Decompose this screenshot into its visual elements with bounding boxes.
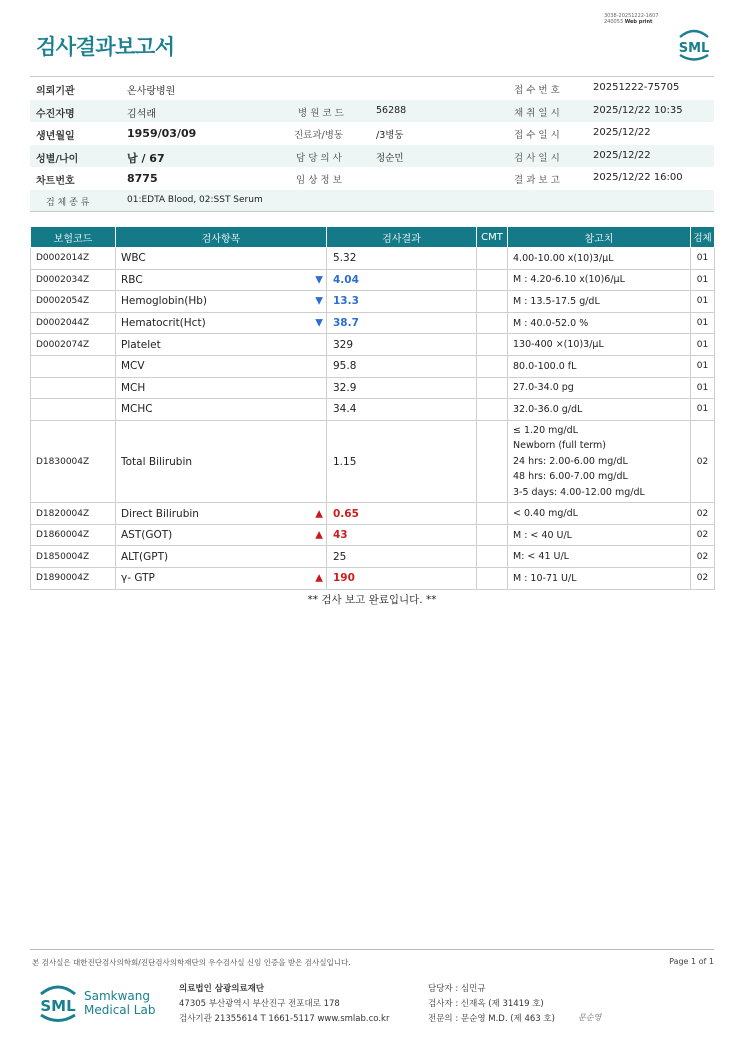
label-collection-datetime: 채 취 일 시 <box>514 107 560 119</box>
specimen-cell: 02 <box>691 546 715 568</box>
reference-cell <box>508 248 691 270</box>
insurance-code-cell <box>31 355 116 377</box>
sml-footer-logo <box>36 980 80 1026</box>
cmt-cell <box>477 269 508 291</box>
test-result-cell: 34.4 <box>327 399 477 421</box>
svg-text:SML: SML <box>40 997 76 1015</box>
patient-info <box>30 76 714 212</box>
col-test-result: 검사결과 <box>327 227 477 248</box>
test-item-cell <box>116 334 327 356</box>
value-receipt-number: 20251222-75705 <box>593 82 680 93</box>
reference-line: ≤ 1.20 mg/dL <box>513 424 578 436</box>
test-item-name: MCV <box>121 360 145 373</box>
insurance-code-cell: D0002074Z <box>31 334 116 356</box>
reference-cell <box>508 524 691 546</box>
test-result-cell: 1.15 <box>327 420 477 503</box>
specimen-cell: 01 <box>691 269 715 291</box>
reference-line: 80.0-100.0 fL <box>513 360 577 372</box>
specimen-cell: 02 <box>691 420 715 503</box>
value-birth-date: 1959/03/09 <box>127 127 197 140</box>
reference-cell <box>508 291 691 313</box>
label-patient-name: 수진자명 <box>36 108 75 120</box>
cmt-cell <box>477 399 508 421</box>
cmt-cell <box>477 312 508 334</box>
insurance-code-cell: D1830004Z <box>31 420 116 503</box>
test-item-cell <box>116 312 327 334</box>
reference-line: 130-400 ×(10)3/μL <box>513 339 604 351</box>
test-item-name: Hematocrit(Hct) <box>121 317 206 330</box>
test-result-cell: 0.65 <box>327 503 477 525</box>
reference-line: M : 10-71 U/L <box>513 572 577 584</box>
test-item-name: Hemoglobin(Hb) <box>121 295 208 308</box>
lab-contact: 검사기관 21355614 T 1661-5117 www.smlab.co.kr <box>179 1014 390 1024</box>
reference-cell <box>508 399 691 421</box>
cmt-cell <box>477 291 508 313</box>
table-row <box>31 355 715 377</box>
test-item-name: Platelet <box>121 338 161 351</box>
label-requesting-institution: 의뢰기관 <box>36 86 75 97</box>
info-row <box>30 167 714 190</box>
table-row <box>31 312 715 334</box>
test-item-cell <box>116 269 327 291</box>
reference-line: 4.00-10.00 x(10)3/μL <box>513 252 614 264</box>
reference-line: M: < 41 U/L <box>513 551 569 563</box>
value-requesting-institution: 온사랑병원 <box>127 86 176 97</box>
test-result-cell: 5.32 <box>327 248 477 270</box>
value-receipt-datetime: 2025/12/22 <box>593 127 651 138</box>
reference-line: M : 13.5-17.5 g/dL <box>513 295 600 307</box>
cmt-cell <box>477 568 508 590</box>
insurance-code-cell: D1890004Z <box>31 568 116 590</box>
test-item-name: ALT(GPT) <box>121 550 169 563</box>
high-flag-icon: ▲ <box>315 572 323 584</box>
specimen-cell: 01 <box>691 399 715 421</box>
insurance-code-cell: D0002054Z <box>31 291 116 313</box>
sml-logo <box>674 26 714 62</box>
test-item-name: MCH <box>121 381 146 394</box>
specialist-signature: 문순영 <box>578 1013 602 1022</box>
lab-name-line1: Samkwang <box>84 989 150 1003</box>
table-row <box>31 248 715 270</box>
value-hospital-code: 56288 <box>376 104 407 116</box>
value-department-ward: /3병동 <box>376 130 404 141</box>
cmt-cell <box>477 503 508 525</box>
completion-note: ** 검사 보고 완료입니다. ** <box>307 594 437 606</box>
specimen-cell: 02 <box>691 568 715 590</box>
accreditation-note: 본 검사실은 대한진단검사의학회/진단검사의학재단의 우수검사실 신임 인증을 받은 검사실입니다. <box>32 958 351 967</box>
staff-specialist: 전문의 : 문순영 M.D. (제 463 호) <box>428 1014 555 1024</box>
print-meta-code: 240053 <box>604 19 624 25</box>
info-row <box>30 190 714 213</box>
label-test-datetime: 검 사 일 시 <box>514 152 560 164</box>
reference-cell <box>508 420 691 503</box>
test-result-cell: 190 <box>327 568 477 590</box>
table-row <box>31 503 715 525</box>
test-result-cell: 13.3 <box>327 291 477 313</box>
test-item-cell <box>116 546 327 568</box>
insurance-code-cell <box>31 377 116 399</box>
table-row <box>31 377 715 399</box>
reference-line: 48 hrs: 6.00-7.00 mg/dL <box>513 471 628 483</box>
low-flag-icon: ▼ <box>315 295 323 307</box>
reference-line: M : 4.20-6.10 x(10)6/μL <box>513 274 625 286</box>
info-row <box>30 77 714 100</box>
reference-line: < 0.40 mg/dL <box>513 508 578 520</box>
test-item-name: WBC <box>121 252 146 265</box>
value-specimen-type: 01:EDTA Blood, 02:SST Serum <box>127 194 263 205</box>
insurance-code-cell: D0002014Z <box>31 248 116 270</box>
reference-cell <box>508 546 691 568</box>
svg-text:SML: SML <box>678 41 710 56</box>
cmt-cell <box>477 420 508 503</box>
page-title: 검사결과보고서 <box>36 35 175 59</box>
label-birth-date: 생년월일 <box>36 131 75 142</box>
reference-cell <box>508 568 691 590</box>
print-meta-tag: Web print <box>624 19 653 25</box>
test-item-name: Direct Bilirubin <box>121 507 199 520</box>
label-sex-age: 성별/나이 <box>36 153 79 165</box>
reference-cell <box>508 334 691 356</box>
lab-address-block <box>179 982 389 1027</box>
table-row <box>31 291 715 313</box>
cmt-cell <box>477 248 508 270</box>
test-item-cell <box>116 524 327 546</box>
label-attending-physician: 담 당 의 사 <box>296 152 342 164</box>
test-result-cell: 4.04 <box>327 269 477 291</box>
label-specimen-type: 검 체 종 류 <box>46 197 90 208</box>
test-result-cell: 38.7 <box>327 312 477 334</box>
insurance-code-cell <box>31 399 116 421</box>
reference-cell <box>508 355 691 377</box>
results-table <box>30 226 715 590</box>
reference-line: M : < 40 U/L <box>513 529 572 541</box>
specimen-cell: 01 <box>691 377 715 399</box>
test-item-name: RBC <box>121 273 143 286</box>
results-header-row <box>31 227 715 248</box>
specimen-cell: 01 <box>691 334 715 356</box>
value-chart-number: 8775 <box>127 172 158 185</box>
staff-tester: 검사자 : 신재옥 (제 31419 호) <box>428 999 544 1009</box>
specimen-cell: 01 <box>691 355 715 377</box>
lab-address: 47305 부산광역시 부산진구 전포대로 178 <box>179 999 340 1009</box>
test-result-cell: 329 <box>327 334 477 356</box>
staff-manager: 담당자 : 심민규 <box>428 984 486 994</box>
specimen-cell: 02 <box>691 503 715 525</box>
test-item-cell <box>116 377 327 399</box>
label-clinical-info: 임 상 정 보 <box>296 175 342 186</box>
test-result-cell: 25 <box>327 546 477 568</box>
info-row <box>30 145 714 168</box>
table-row <box>31 399 715 421</box>
lab-org-name: 의료법인 삼광의료재단 <box>179 984 265 994</box>
footer-divider <box>30 949 714 950</box>
label-receipt-number: 접 수 번 호 <box>514 85 560 96</box>
reference-line: 3-5 days: 4.00-12.00 mg/dL <box>513 486 645 498</box>
value-attending-physician: 정순민 <box>376 152 404 164</box>
reference-line: 27.0-34.0 pg <box>513 382 574 394</box>
low-flag-icon: ▼ <box>315 274 323 286</box>
reference-line: M : 40.0-52.0 % <box>513 317 589 329</box>
lab-name-line2: Medical Lab <box>84 1003 156 1017</box>
table-row <box>31 524 715 546</box>
specimen-cell: 01 <box>691 312 715 334</box>
test-item-name: γ- GTP <box>121 572 155 585</box>
reference-cell <box>508 312 691 334</box>
reference-line: Newborn (full term) <box>513 440 606 452</box>
test-result-cell: 43 <box>327 524 477 546</box>
col-reference: 참고치 <box>508 227 691 248</box>
test-item-cell <box>116 355 327 377</box>
print-meta-line2 <box>604 19 659 25</box>
test-item-cell <box>116 248 327 270</box>
test-item-cell <box>116 420 327 503</box>
cmt-cell <box>477 524 508 546</box>
test-item-cell <box>116 568 327 590</box>
test-item-name: MCHC <box>121 403 153 416</box>
insurance-code-cell: D0002034Z <box>31 269 116 291</box>
specimen-cell: 02 <box>691 524 715 546</box>
info-row <box>30 122 714 145</box>
col-specimen: 검체 <box>691 227 715 248</box>
high-flag-icon: ▲ <box>315 508 323 520</box>
table-row <box>31 334 715 356</box>
cmt-cell <box>477 546 508 568</box>
test-item-cell <box>116 503 327 525</box>
label-department-ward: 진료과/병동 <box>294 130 344 141</box>
low-flag-icon: ▼ <box>315 317 323 329</box>
label-report-datetime: 결 과 보 고 <box>514 175 560 186</box>
staff-block <box>428 982 555 1027</box>
col-insurance-code: 보험코드 <box>31 227 116 248</box>
insurance-code-cell: D1860004Z <box>31 524 116 546</box>
test-item-cell <box>116 399 327 421</box>
high-flag-icon: ▲ <box>315 529 323 541</box>
reference-cell <box>508 503 691 525</box>
page-number: Page 1 of 1 <box>669 957 714 966</box>
label-receipt-datetime: 접 수 일 시 <box>514 130 560 141</box>
reference-line: 24 hrs: 2.00-6.00 mg/dL <box>513 455 628 467</box>
table-row <box>31 269 715 291</box>
print-meta-line1: 3038-20251222-1607 <box>604 13 659 19</box>
specimen-cell: 01 <box>691 291 715 313</box>
col-cmt: CMT <box>477 227 508 248</box>
table-row <box>31 546 715 568</box>
value-test-datetime: 2025/12/22 <box>593 149 651 161</box>
test-item-name: AST(GOT) <box>121 529 173 542</box>
table-row <box>31 568 715 590</box>
cmt-cell <box>477 355 508 377</box>
lab-name <box>84 989 155 1017</box>
value-report-datetime: 2025/12/22 16:00 <box>593 172 683 183</box>
label-chart-number: 차트번호 <box>36 176 75 187</box>
test-result-cell: 95.8 <box>327 355 477 377</box>
info-row <box>30 100 714 123</box>
value-collection-datetime: 2025/12/22 10:35 <box>593 104 683 116</box>
insurance-code-cell: D1820004Z <box>31 503 116 525</box>
insurance-code-cell: D0002044Z <box>31 312 116 334</box>
value-sex-age: 남 / 67 <box>127 151 165 165</box>
value-patient-name: 김석래 <box>127 108 156 120</box>
insurance-code-cell: D1850004Z <box>31 546 116 568</box>
col-test-item: 검사항목 <box>116 227 327 248</box>
test-item-name: Total Bilirubin <box>121 455 193 468</box>
print-meta <box>604 13 659 25</box>
cmt-cell <box>477 377 508 399</box>
cmt-cell <box>477 334 508 356</box>
label-hospital-code: 병 원 코 드 <box>298 107 344 119</box>
test-result-cell: 32.9 <box>327 377 477 399</box>
table-row <box>31 420 715 503</box>
reference-line: 32.0-36.0 g/dL <box>513 403 583 415</box>
test-item-cell <box>116 291 327 313</box>
reference-cell <box>508 377 691 399</box>
specimen-cell: 01 <box>691 248 715 270</box>
reference-cell <box>508 269 691 291</box>
